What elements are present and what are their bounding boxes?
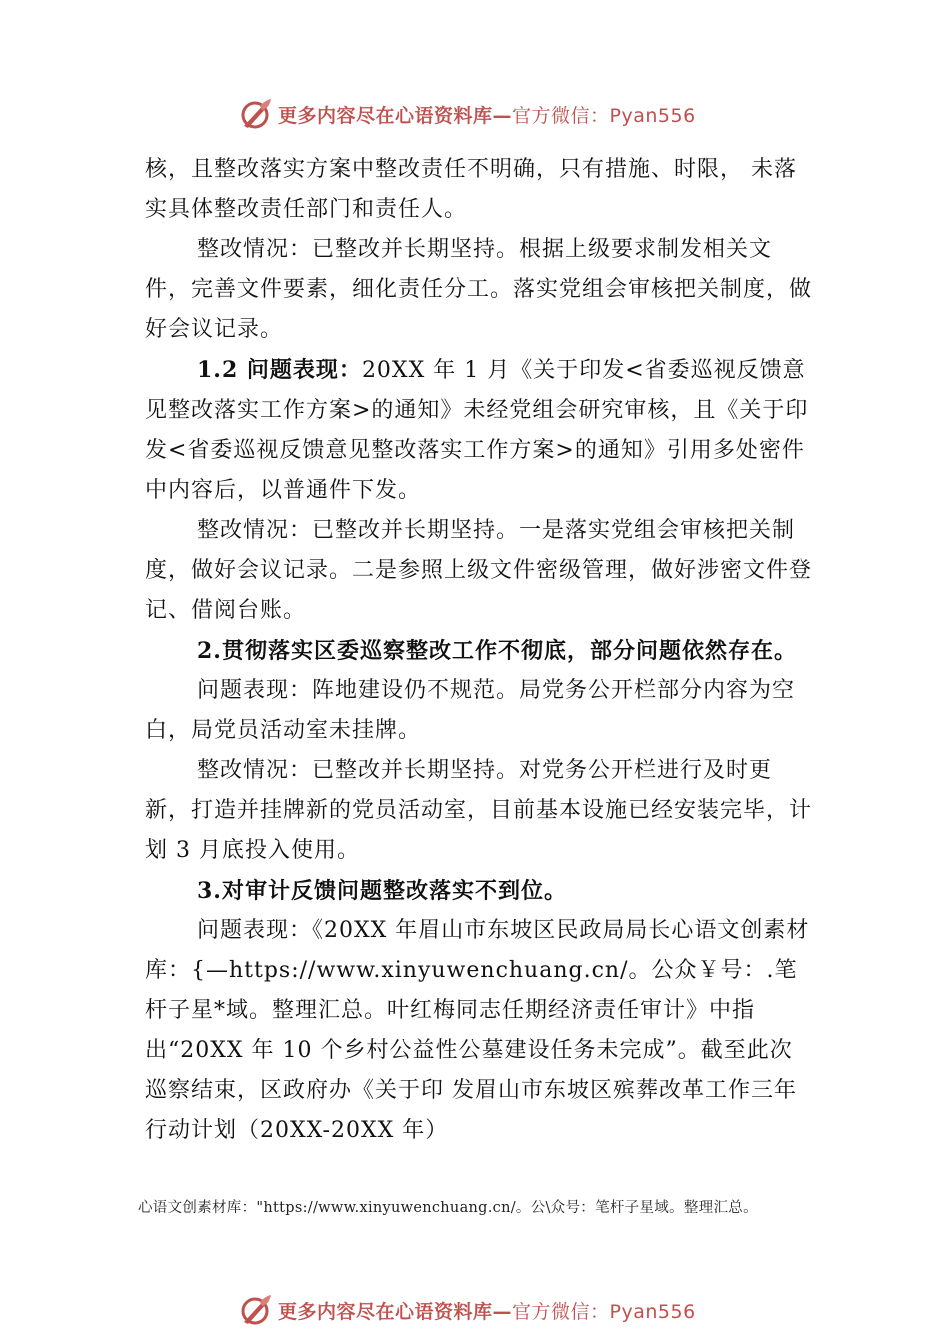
issue-1-2-heading: 1.2 问题表现：: [197, 357, 362, 383]
quill-logo-icon: [238, 1292, 274, 1328]
header-banner: [238, 96, 758, 132]
paragraph-rectification-2: 整改情况：已整改并长期坚持。对党务公开栏进行及时更新，打造并挂牌新的党员活动室，目前基本设施已经安装完毕，计划 3 月底投入使用。: [145, 758, 813, 863]
banner-title: 更多内容尽在心语资料库—官方微信：Pyan556: [278, 104, 696, 127]
paragraph-issue-1-2: [145, 350, 813, 511]
paragraph-rectification-1: 整改情况：已整改并长期坚持。根据上级要求制发相关文件，完善文件要素，细化责任分工。落实党组会审核把关制度，做好会议记录。: [145, 237, 813, 342]
paragraph-issue-2: 问题表现：阵地建设仍不规范。局党务公开栏部分内容为空白，局党员活动室未挂牌。: [145, 678, 796, 743]
banner-title: 更多内容尽在心语资料库—官方微信：Pyan556: [278, 1300, 696, 1323]
document-body: [145, 150, 813, 1151]
footer-banner: [238, 1292, 758, 1328]
section-heading-2: 2.贯彻落实区委巡察整改工作不彻底，部分问题依然存在。: [197, 638, 797, 664]
paragraph-continuation: 核，且整改落实方案中整改责任不明确，只有措施、时限， 未落实具体整改责任部门和责任人。: [145, 157, 797, 222]
issue-1-2-text: 20XX 年 1 月《关于印发<省委巡视反馈意见整改落实工作方案>的通知》未经党组会研究审核，且《关于印发<省委巡视反馈意见整改落实工作方案>的通知》引用多处密件中内容后，以普通件下发。: [145, 358, 809, 503]
paragraph-rectification-1-2: 整改情况：已整改并长期坚持。一是落实党组会审核把关制度，做好会议记录。二是参照上级文件密级管理，做好涉密文件登记、借阅台账。: [145, 518, 813, 623]
quill-logo-icon: [238, 96, 274, 132]
source-note: 心语文创素材库："https://www.xinyuwenchuang.cn/。公\众号：笔杆子星域。整理汇总。: [138, 1200, 758, 1216]
paragraph-issue-3: 问题表现：《20XX 年眉山市东坡区民政局局长心语文创素材库：{—https://www.xinyuwenchuang.cn/。公众￥号：.笔杆子星*域。整理汇总。叶红梅同志任期经济责任审计》中指出“20XX 年 10 个乡村公益性公墓建设任务未完成”。截至此次巡察结束，区政府办《关于印 发眉山市东坡区殡葬改革工作三年行动计划（20XX-20XX 年）: [145, 918, 810, 1143]
section-heading-3: 3.对审计反馈问题整改落实不到位。: [197, 878, 567, 904]
